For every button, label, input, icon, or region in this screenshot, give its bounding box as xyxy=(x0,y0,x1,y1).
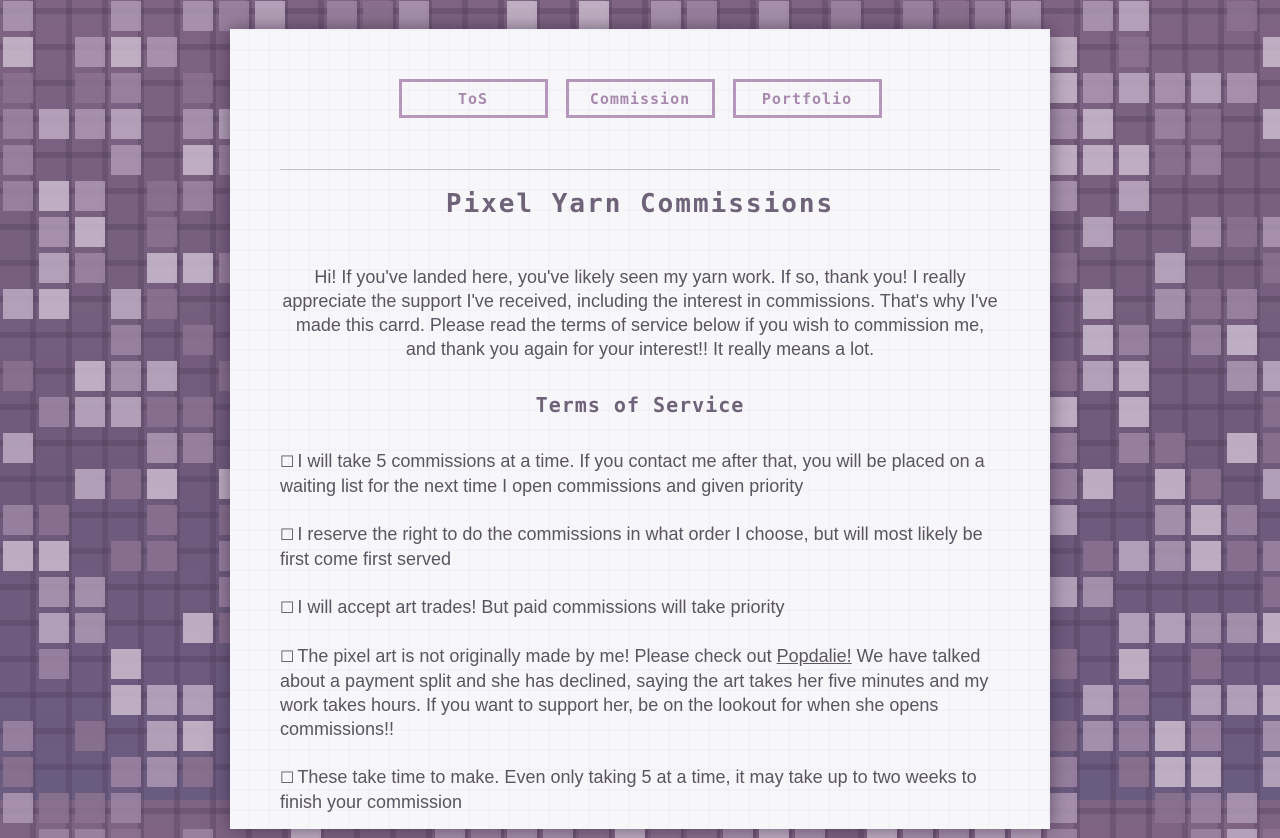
bg-tile xyxy=(1263,469,1280,499)
bg-tile xyxy=(1119,181,1149,211)
bg-tile xyxy=(1227,685,1257,715)
checkbox-glyph: ☐ xyxy=(280,452,295,471)
tos-item xyxy=(280,449,1000,498)
bg-tile xyxy=(183,181,213,211)
bg-tile xyxy=(1227,73,1257,103)
bg-tile xyxy=(3,37,33,67)
bg-tile xyxy=(1191,145,1221,175)
bg-tile xyxy=(147,721,177,751)
bg-tile xyxy=(111,793,141,823)
bg-tile xyxy=(1155,541,1185,571)
bg-tile xyxy=(75,397,105,427)
bg-tile xyxy=(1047,649,1077,679)
bg-tile xyxy=(1263,397,1280,427)
bg-tile xyxy=(1083,73,1113,103)
bg-tile xyxy=(3,757,33,787)
bg-tile xyxy=(1263,721,1280,751)
content-panel xyxy=(230,29,1050,829)
bg-tile xyxy=(1047,253,1077,283)
intro-paragraph: Hi! If you've landed here, you've likely seen my yarn work. If so, thank you! I really appreciate the support I've received, including the interest in commissions. That's why I've made this carrd. Please read the terms of service below if you wish to commission me, and thank you again for your interest!! It really means a lot. xyxy=(282,267,998,359)
bg-tile xyxy=(75,37,105,67)
bg-tile xyxy=(147,685,177,715)
bg-tile xyxy=(1047,361,1077,391)
bg-tile xyxy=(75,217,105,247)
bg-tile xyxy=(1119,721,1149,751)
bg-tile xyxy=(111,649,141,679)
bg-tile xyxy=(39,181,69,211)
bg-tile xyxy=(3,1,33,31)
bg-tile xyxy=(111,289,141,319)
tos-item-text: We have talked about a payment split and she has declined, saying the art takes her five minutes and my work takes hours. If you want to support her, be on the lookout for when she opens commissions!! xyxy=(280,646,989,739)
bg-tile xyxy=(1227,541,1257,571)
bg-tile xyxy=(183,613,213,643)
bg-tile xyxy=(147,469,177,499)
bg-tile xyxy=(1047,73,1077,103)
bg-tile xyxy=(111,145,141,175)
bg-tile xyxy=(147,397,177,427)
bg-tile xyxy=(255,1,285,31)
bg-tile xyxy=(363,1,393,31)
bg-tile xyxy=(111,685,141,715)
bg-tile xyxy=(1119,325,1149,355)
bg-tile xyxy=(579,1,609,31)
bg-tile xyxy=(75,109,105,139)
bg-tile xyxy=(1083,325,1113,355)
bg-tile xyxy=(1047,829,1077,838)
tos-item xyxy=(280,644,1000,741)
bg-tile xyxy=(1191,505,1221,535)
bg-tile xyxy=(1191,73,1221,103)
bg-tile xyxy=(183,325,213,355)
bg-tile xyxy=(1191,109,1221,139)
bg-tile xyxy=(1083,217,1113,247)
bg-tile xyxy=(75,577,105,607)
bg-tile xyxy=(75,73,105,103)
nav-tos-button[interactable]: ToS xyxy=(399,79,548,118)
bg-tile xyxy=(1119,397,1149,427)
bg-tile xyxy=(183,253,213,283)
bg-tile xyxy=(1047,37,1077,67)
bg-tile xyxy=(651,1,681,31)
bg-tile xyxy=(39,397,69,427)
bg-tile xyxy=(1119,145,1149,175)
bg-tile xyxy=(111,469,141,499)
bg-tile xyxy=(1047,757,1077,787)
bg-tile xyxy=(111,361,141,391)
bg-tile xyxy=(1191,721,1221,751)
bg-tile xyxy=(1155,253,1185,283)
tos-item-text: These take time to make. Even only taking 5 at a time, it may take up to two weeks to finish your commission xyxy=(280,767,977,812)
bg-tile xyxy=(1155,73,1185,103)
bg-tile xyxy=(147,37,177,67)
bg-tile xyxy=(3,289,33,319)
bg-tile xyxy=(1263,541,1280,571)
bg-tile xyxy=(1155,757,1185,787)
bg-tile xyxy=(1119,73,1149,103)
bg-tile xyxy=(183,721,213,751)
bg-tile xyxy=(3,721,33,751)
bg-tile xyxy=(1119,613,1149,643)
bg-tile xyxy=(1155,109,1185,139)
bg-tile xyxy=(3,505,33,535)
bg-tile xyxy=(39,253,69,283)
checkbox-glyph: ☐ xyxy=(280,647,295,666)
bg-tile xyxy=(1047,433,1077,463)
bg-tile xyxy=(147,181,177,211)
bg-tile xyxy=(1263,217,1280,247)
bg-tile xyxy=(1083,721,1113,751)
tos-item xyxy=(280,522,1000,571)
bg-tile xyxy=(39,577,69,607)
bg-tile xyxy=(1155,505,1185,535)
bg-tile xyxy=(1119,649,1149,679)
tos-item-text: I will take 5 commissions at a time. If you contact me after that, you will be placed on a waiting list for the next time I open commissions and given priority xyxy=(280,451,985,496)
bg-tile xyxy=(1047,181,1077,211)
bg-tile xyxy=(1263,613,1280,643)
bg-tile xyxy=(111,73,141,103)
tos-item-text: I will accept art trades! But paid commissions will take priority xyxy=(297,597,785,617)
bg-tile xyxy=(75,469,105,499)
bg-tile xyxy=(1155,433,1185,463)
bg-tile xyxy=(111,325,141,355)
nav-commission-button[interactable]: Commission xyxy=(566,79,715,118)
bg-tile xyxy=(1227,829,1257,838)
bg-tile xyxy=(1083,145,1113,175)
bg-tile xyxy=(1155,721,1185,751)
bg-tile xyxy=(39,217,69,247)
bg-tile xyxy=(1227,1,1257,31)
bg-tile xyxy=(1227,289,1257,319)
bg-tile xyxy=(75,361,105,391)
bg-tile xyxy=(1227,325,1257,355)
bg-tile xyxy=(183,685,213,715)
bg-tile xyxy=(39,649,69,679)
bg-tile xyxy=(1263,433,1280,463)
bg-tile xyxy=(1119,757,1149,787)
tos-heading: Terms of Service xyxy=(535,393,745,417)
bg-tile xyxy=(39,109,69,139)
bg-tile xyxy=(1047,145,1077,175)
bg-tile xyxy=(1119,1,1149,31)
checkbox-glyph: ☐ xyxy=(280,525,295,544)
bg-tile xyxy=(75,721,105,751)
bg-tile xyxy=(1047,469,1077,499)
bg-tile xyxy=(1083,541,1113,571)
bg-tile xyxy=(39,505,69,535)
bg-tile xyxy=(975,1,1005,31)
tos-item-text: I reserve the right to do the commissions in what order I choose, but will most likely be first come first served xyxy=(280,524,983,569)
bg-tile xyxy=(147,541,177,571)
divider-line xyxy=(280,169,1000,170)
bg-tile xyxy=(1227,433,1257,463)
bg-tile xyxy=(39,613,69,643)
page-title: Pixel Yarn Commissions xyxy=(445,189,835,219)
bg-tile xyxy=(183,1,213,31)
bg-tile xyxy=(1155,793,1185,823)
bg-tile xyxy=(1083,289,1113,319)
bg-tile xyxy=(1191,217,1221,247)
bg-tile xyxy=(1083,469,1113,499)
bg-tile xyxy=(183,145,213,175)
bg-tile xyxy=(1119,361,1149,391)
bg-tile xyxy=(183,397,213,427)
bg-tile xyxy=(759,1,789,31)
bg-tile xyxy=(1263,109,1280,139)
bg-tile xyxy=(111,109,141,139)
bg-tile xyxy=(1083,577,1113,607)
bg-tile xyxy=(1227,793,1257,823)
bg-tile xyxy=(147,757,177,787)
bg-tile xyxy=(75,253,105,283)
bg-tile xyxy=(1083,685,1113,715)
bg-tile xyxy=(3,541,33,571)
bg-tile xyxy=(1047,397,1077,427)
bg-tile xyxy=(1047,721,1077,751)
bg-tile xyxy=(1191,685,1221,715)
bg-tile xyxy=(1155,289,1185,319)
bg-tile xyxy=(399,1,429,31)
bg-tile xyxy=(1083,109,1113,139)
bg-tile xyxy=(1227,613,1257,643)
bg-tile xyxy=(219,1,249,31)
bg-tile xyxy=(3,793,33,823)
bg-tile xyxy=(75,613,105,643)
bg-tile xyxy=(1119,685,1149,715)
bg-tile xyxy=(1119,541,1149,571)
bg-tile xyxy=(75,829,105,838)
bg-tile xyxy=(1263,37,1280,67)
tos-item xyxy=(280,765,1000,814)
nav-portfolio-button[interactable]: Portfolio xyxy=(733,79,882,118)
bg-tile xyxy=(75,793,105,823)
bg-tile xyxy=(111,397,141,427)
bg-tile xyxy=(1155,145,1185,175)
bg-tile xyxy=(1011,1,1041,31)
bg-tile xyxy=(1191,793,1221,823)
bg-tile xyxy=(1191,613,1221,643)
tos-item xyxy=(280,595,1000,620)
checkbox-glyph: ☐ xyxy=(280,598,295,617)
bg-tile xyxy=(111,1,141,31)
bg-tile xyxy=(75,181,105,211)
bg-tile xyxy=(183,73,213,103)
bg-tile xyxy=(1119,37,1149,67)
bg-tile xyxy=(1263,361,1280,391)
bg-tile xyxy=(147,361,177,391)
bg-tile xyxy=(1227,217,1257,247)
bg-tile xyxy=(1155,613,1185,643)
bg-tile xyxy=(1047,109,1077,139)
bg-tile xyxy=(1191,649,1221,679)
bg-tile xyxy=(327,1,357,31)
bg-tile xyxy=(183,109,213,139)
bg-tile xyxy=(183,433,213,463)
bg-tile xyxy=(1011,829,1041,838)
bg-tile xyxy=(3,73,33,103)
bg-tile xyxy=(1263,757,1280,787)
bg-tile xyxy=(507,1,537,31)
bg-tile xyxy=(1263,829,1280,838)
bg-tile xyxy=(3,433,33,463)
bg-tile xyxy=(1191,829,1221,838)
bg-tile xyxy=(1083,1,1113,31)
bg-tile xyxy=(111,37,141,67)
checkbox-glyph: ☐ xyxy=(280,768,295,787)
bg-tile xyxy=(1191,289,1221,319)
bg-tile xyxy=(1263,685,1280,715)
bg-tile xyxy=(1047,793,1077,823)
bg-tile xyxy=(3,361,33,391)
bg-tile xyxy=(3,145,33,175)
bg-tile xyxy=(1083,361,1113,391)
bg-tile xyxy=(111,829,141,838)
bg-tile xyxy=(1119,433,1149,463)
popdalie-link[interactable]: Popdalie! xyxy=(776,646,852,666)
bg-tile xyxy=(1263,253,1280,283)
bg-tile xyxy=(147,505,177,535)
bg-tile xyxy=(1191,757,1221,787)
bg-tile xyxy=(39,829,69,838)
bg-tile xyxy=(687,1,717,31)
bg-tile xyxy=(39,793,69,823)
bg-tile xyxy=(1227,505,1257,535)
bg-tile xyxy=(1191,541,1221,571)
bg-tile xyxy=(3,181,33,211)
bg-tile xyxy=(39,541,69,571)
bg-tile xyxy=(1191,325,1221,355)
bg-tile xyxy=(111,757,141,787)
bg-tile xyxy=(1047,505,1077,535)
bg-tile xyxy=(183,829,213,838)
bg-tile xyxy=(939,1,969,31)
bg-tile xyxy=(147,433,177,463)
bg-tile xyxy=(1155,469,1185,499)
bg-tile xyxy=(1263,577,1280,607)
tos-item-text: The pixel art is not originally made by me! Please check out xyxy=(297,646,777,666)
bg-tile xyxy=(147,253,177,283)
bg-tile xyxy=(1047,577,1077,607)
bg-tile xyxy=(111,541,141,571)
bg-tile xyxy=(831,1,861,31)
bg-tile xyxy=(147,289,177,319)
bg-tile xyxy=(3,109,33,139)
bg-tile xyxy=(183,757,213,787)
bg-tile xyxy=(1227,361,1257,391)
bg-tile xyxy=(39,289,69,319)
bg-tile xyxy=(147,217,177,247)
top-nav xyxy=(230,79,1050,118)
bg-tile xyxy=(1191,469,1221,499)
tos-list xyxy=(280,449,1000,838)
bg-tile xyxy=(903,1,933,31)
